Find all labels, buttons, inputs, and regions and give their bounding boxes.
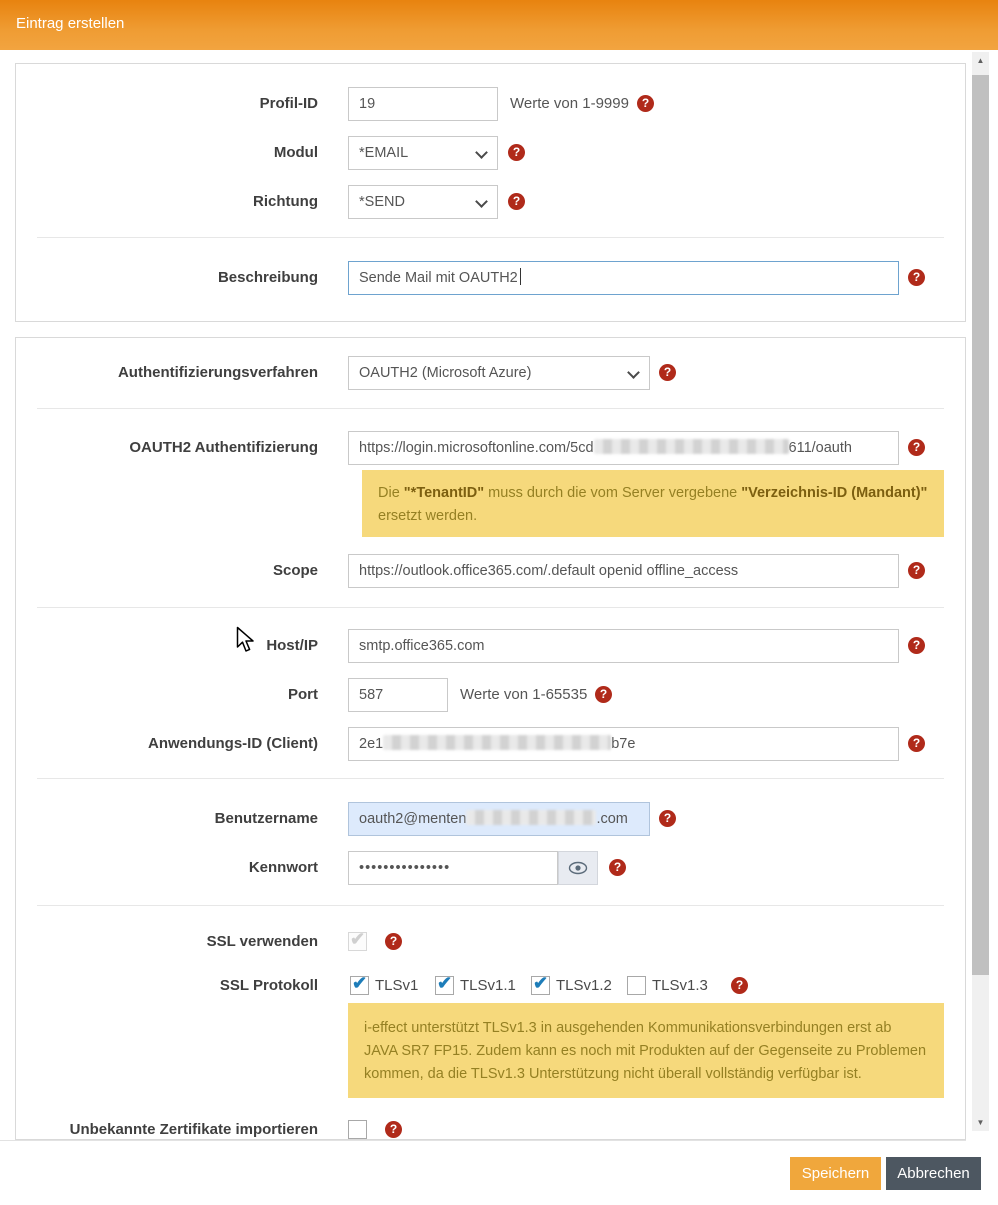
tenant-id-note — [362, 470, 944, 537]
anwendungs-id-input[interactable] — [348, 727, 899, 761]
ssl-verwenden-checkbox — [348, 932, 367, 951]
host-help-icon[interactable]: ? — [908, 637, 925, 654]
scope-label: Scope — [272, 562, 318, 579]
scope-help-icon[interactable]: ? — [908, 562, 925, 579]
anwendungs-id-help-icon[interactable]: ? — [908, 735, 925, 752]
oauth2-url-prefix: https://login.microsoftonline.com/5cd — [359, 440, 594, 456]
ssl-verwenden-help-icon[interactable]: ? — [385, 933, 402, 950]
scope-input[interactable]: https://outlook.office365.com/.default openid offline_access — [348, 554, 899, 588]
separator — [37, 237, 944, 238]
note-text: ersetzt werden. — [378, 508, 478, 524]
richtung-label: Richtung — [253, 193, 318, 210]
separator — [37, 905, 944, 906]
host-input[interactable]: smtp.office365.com — [348, 629, 899, 663]
tlsv1-3-checkbox[interactable] — [627, 976, 646, 995]
richtung-select[interactable] — [348, 185, 498, 219]
ssl-protokoll-label: SSL Protokoll — [219, 977, 318, 994]
oauth2-url-suffix: 611/oauth — [788, 440, 852, 456]
kennwort-label: Kennwort — [248, 859, 318, 876]
tlsv1-2-checkbox[interactable] — [531, 976, 550, 995]
dialog-title: Eintrag erstellen — [16, 15, 125, 32]
auth-verfahren-select[interactable] — [348, 356, 650, 390]
modul-label: Modul — [273, 144, 318, 161]
tlsv1-2-label: TLSv1.2 — [556, 977, 612, 994]
ssl-protokoll-help-icon[interactable]: ? — [731, 977, 748, 994]
zertifikate-checkbox[interactable] — [348, 1120, 367, 1139]
note-text: muss durch die vom Server vergebene — [484, 485, 742, 501]
client-id-suffix: b7e — [611, 736, 636, 752]
scrollbar-thumb[interactable] — [972, 75, 989, 975]
port-label: Port — [288, 686, 318, 703]
scroll-up-icon[interactable]: ▲ — [972, 52, 989, 69]
zertifikate-help-icon[interactable]: ? — [385, 1121, 402, 1138]
eye-icon — [568, 861, 588, 875]
beschreibung-help-icon[interactable]: ? — [908, 269, 925, 286]
auth-verfahren-select-value: OAUTH2 (Microsoft Azure) — [359, 365, 532, 381]
chevron-down-icon — [627, 366, 640, 379]
auth-verfahren-help-icon[interactable]: ? — [659, 364, 676, 381]
profil-id-help-icon[interactable]: ? — [637, 95, 654, 112]
beschreibung-label: Beschreibung — [217, 269, 318, 286]
oauth2-auth-input[interactable] — [348, 431, 899, 465]
redacted-client-id — [383, 735, 611, 750]
port-input[interactable]: 587 — [348, 678, 448, 712]
footer-divider — [0, 1140, 966, 1141]
separator — [37, 607, 944, 608]
modul-select[interactable] — [348, 136, 498, 170]
text-caret — [520, 268, 521, 285]
tlsv1-1-checkbox[interactable] — [435, 976, 454, 995]
show-password-button[interactable] — [558, 851, 598, 885]
separator — [37, 408, 944, 409]
chevron-down-icon — [475, 146, 488, 159]
modul-select-value: *EMAIL — [359, 145, 409, 161]
richtung-help-icon[interactable]: ? — [508, 193, 525, 210]
tlsv1-checkbox[interactable] — [350, 976, 369, 995]
anwendungs-id-label: Anwendungs-ID (Client) — [148, 735, 318, 752]
benutzername-label: Benutzername — [214, 810, 318, 827]
oauth2-auth-help-icon[interactable]: ? — [908, 439, 925, 456]
client-id-prefix: 2e1 — [359, 736, 384, 752]
note-bold: "*TenantID" — [403, 485, 485, 501]
tlsv1-3-label: TLSv1.3 — [652, 977, 708, 994]
port-hint: Werte von 1-65535 — [460, 686, 588, 703]
tlsv1-label: TLSv1 — [375, 977, 419, 994]
scroll-down-icon[interactable]: ▼ — [972, 1114, 989, 1131]
benutzername-help-icon[interactable]: ? — [659, 810, 676, 827]
username-suffix: .com — [596, 811, 628, 827]
beschreibung-input[interactable] — [348, 261, 899, 295]
ssl-verwenden-label: SSL verwenden — [206, 933, 318, 950]
port-help-icon[interactable]: ? — [595, 686, 612, 703]
note-bold: "Verzeichnis-ID (Mandant)" — [741, 485, 928, 501]
dialog-header — [0, 0, 998, 50]
save-button[interactable]: Speichern — [790, 1157, 881, 1190]
redacted-username — [466, 810, 596, 825]
note-text: Die — [378, 485, 404, 501]
host-label: Host/IP — [266, 637, 318, 654]
separator — [37, 778, 944, 779]
redacted-tenant-id — [594, 439, 789, 454]
tls13-note: i-effect unterstützt TLSv1.3 in ausgehenden Kommunikationsverbindungen erst ab JAVA SR7 FP15. Zudem kann es noch mit Produkten auf der Gegenseite zu Problemen kommen, da die TLSv1.3 Unterstützung nicht überall vollständig verfügbar ist. — [348, 1003, 944, 1098]
modul-help-icon[interactable]: ? — [508, 144, 525, 161]
chevron-down-icon — [475, 195, 488, 208]
richtung-select-value: *SEND — [359, 194, 405, 210]
auth-verfahren-label: Authentifizierungsverfahren — [117, 364, 318, 381]
username-prefix: oauth2@menten — [359, 811, 467, 827]
tlsv1-1-label: TLSv1.1 — [460, 977, 516, 994]
benutzername-input[interactable] — [348, 802, 650, 836]
profil-id-hint: Werte von 1-9999 — [510, 95, 629, 112]
profil-id-input[interactable]: 19 — [348, 87, 498, 121]
beschreibung-value: Sende Mail mit OAUTH2 — [359, 270, 518, 286]
cancel-button[interactable]: Abbrechen — [886, 1157, 981, 1190]
kennwort-help-icon[interactable]: ? — [609, 859, 626, 876]
profil-id-label: Profil-ID — [259, 95, 318, 112]
oauth2-auth-label: OAUTH2 Authentifizierung — [129, 439, 318, 456]
zertifikate-label: Unbekannte Zertifikate importieren — [69, 1121, 318, 1138]
kennwort-input[interactable]: ••••••••••••••• — [348, 851, 558, 885]
